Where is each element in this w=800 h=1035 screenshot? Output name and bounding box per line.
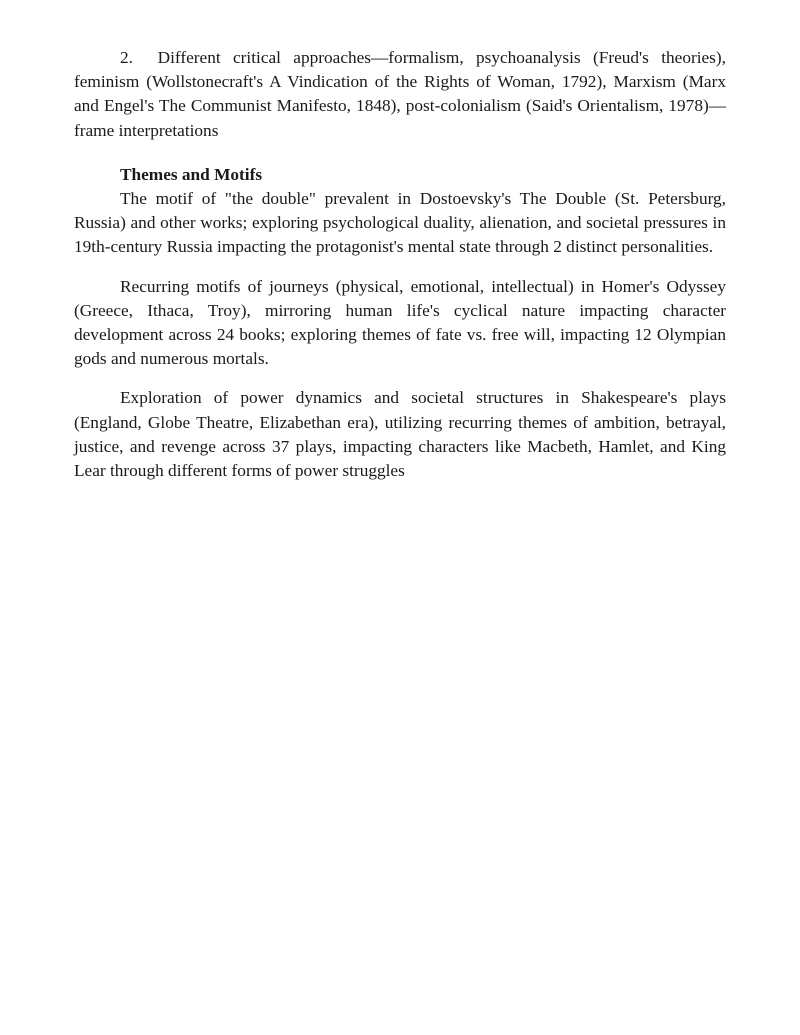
body-paragraph: Recurring motifs of journeys (physical, emotional, intellectual) in Homer's Odyssey (Greece, Ithaca, Troy), mirroring human life's cyclical nature impacting character development across 24 books; exploring themes of fate vs. free will, impacting 12 Olympian gods and numerous mortals. — [74, 276, 726, 369]
document-page — [74, 46, 726, 483]
section-heading: Themes and Motifs — [120, 164, 263, 184]
list-number: 2. — [120, 48, 133, 67]
spacer — [74, 260, 726, 275]
body-paragraph: The motif of "the double" prevalent in Dostoevsky's The Double (St. Petersburg, Russia) and other works; exploring psychological duality, alienation, and societal pressures in 19th-century Russia impacting the protagonist's mental state through 2 distinct personalities. — [74, 189, 726, 257]
body-paragraph: Exploration of power dynamics and societal structures in Shakespeare's plays (England, Globe Theatre, Elizabethan era), utilizing recurring themes of ambition, betrayal, justice, and revenge across 37 plays, impacting characters like Macbeth, Hamlet, and King Lear through different forms of power struggles — [74, 388, 726, 481]
numbered-paragraph — [74, 46, 726, 143]
spacer — [74, 371, 726, 386]
spacer — [74, 143, 726, 163]
numbered-paragraph-text: Different critical approaches—formalism, psychoanalysis (Freud's theories), feminism (Wollstonecraft's A Vindication of the Rights of Woman, 1792), Marxism (Marx and Engel's The Communist Manifesto, 1848), post-colonialism (Said's Orientalism, 1978)—frame interpretations — [74, 48, 726, 140]
